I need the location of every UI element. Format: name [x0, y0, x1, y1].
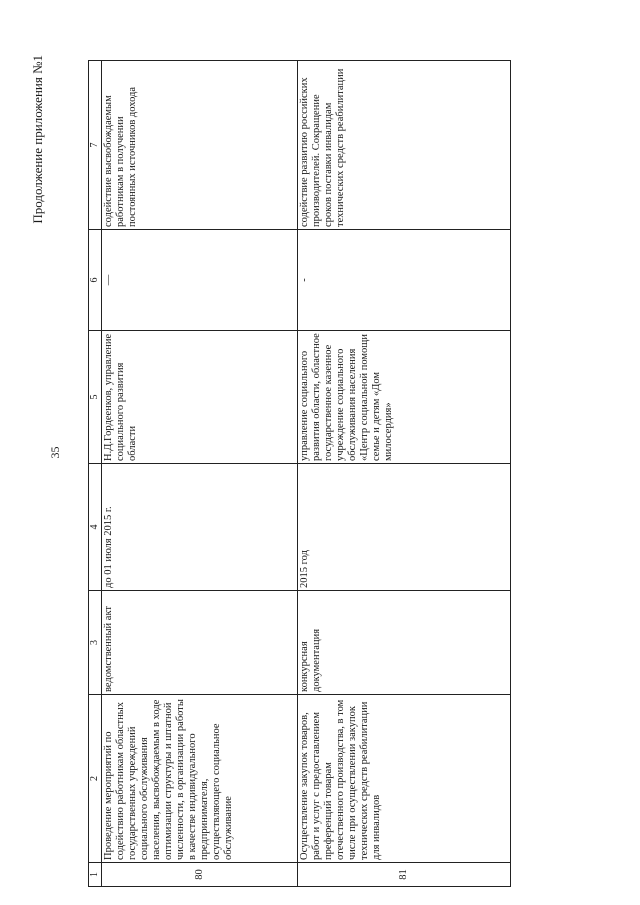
page-number: 35 — [48, 446, 62, 459]
responsible-text: Н.Д.Гордеенков, управление социального развития области — [103, 333, 138, 461]
event-text: Осуществление закупок товаров, работ и услуг с предоставлением преференций товарам отечественного производства, в том числе при осуществлении закупок технических средств реабилитации для инвалидов — [299, 699, 382, 860]
table-row — [298, 61, 511, 887]
column-6-text: — — [103, 274, 114, 286]
column-6-cell — [102, 230, 298, 331]
deadline — [102, 464, 298, 591]
result-text: содействие высвобождаемым работникам в получении постоянных источников дохода — [103, 86, 138, 227]
column-number-row — [89, 61, 102, 887]
row-number: 80 — [102, 863, 298, 887]
responsible-text: управление социального развития области, областное государственное казенное учреждение социального обслуживания населения «Центр социальной помощи семье и детям «Дом милосердия» — [299, 333, 394, 461]
column-number: 5 — [89, 331, 102, 464]
document-text: конкурсная документация — [299, 628, 322, 692]
row-number: 81 — [298, 863, 511, 887]
expected-result — [298, 61, 511, 230]
appendix-caption: Продолжение приложения №1 — [30, 55, 45, 224]
responsible — [102, 331, 298, 464]
event-text: Проведение мероприятий по содействию работникам областных государственных учреждений социального обслуживания населения, высвобождаемым в ходе оптимизации структуры и штатной численности, в организации работы в качестве индивидуального предпринимателя, осуществляющего социальное обслуживание — [103, 699, 234, 860]
responsible — [298, 331, 511, 464]
column-6-text: - — [299, 278, 310, 282]
column-6-cell — [298, 230, 511, 331]
deadline-text: до 01 июля 2015 г. — [103, 506, 114, 588]
deadline — [298, 464, 511, 591]
column-number: 3 — [89, 591, 102, 695]
column-number: 4 — [89, 464, 102, 591]
column-number: 1 — [89, 863, 102, 887]
deadline-text: 2015 год — [299, 550, 310, 588]
expected-result — [102, 61, 298, 230]
measures-table — [88, 60, 511, 887]
document-type — [298, 591, 511, 695]
document-text: ведомственный акт — [103, 605, 114, 692]
document-type — [102, 591, 298, 695]
column-number: 2 — [89, 695, 102, 863]
event-description — [102, 695, 298, 863]
column-number: 7 — [89, 61, 102, 230]
table-row — [102, 61, 298, 887]
result-text: содействие развитию российских производителей. Сокращение сроков поставки инвалидам технических средств реабилитации — [299, 68, 346, 227]
event-description — [298, 695, 511, 863]
column-number: 6 — [89, 230, 102, 331]
